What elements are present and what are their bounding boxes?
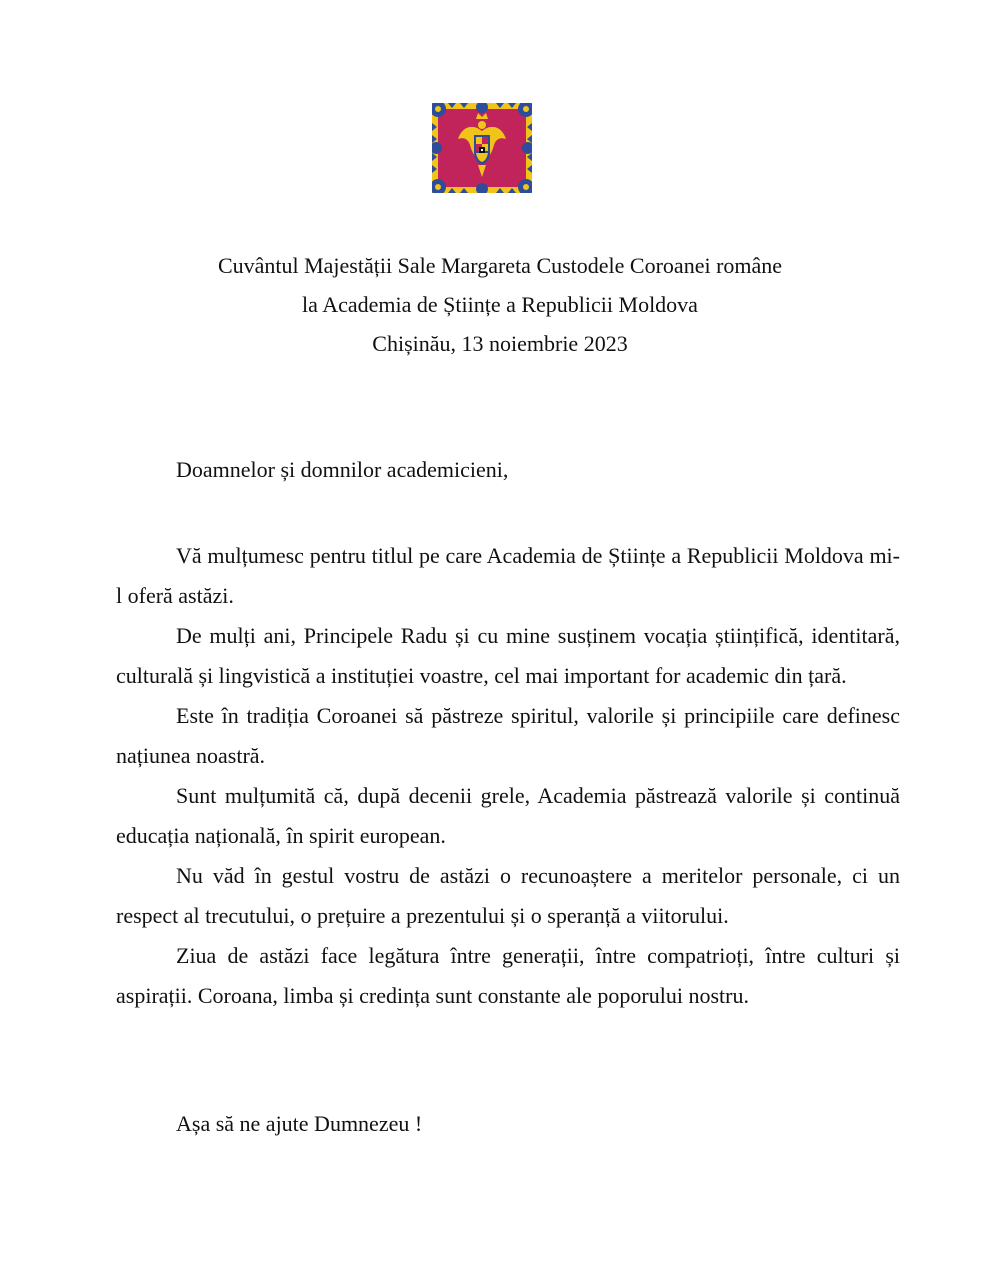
heading-line-2: la Academia de Științe a Republicii Moldova	[302, 292, 698, 317]
paragraph: Ziua de astăzi face legătura între generații, între compatrioți, între culturi și aspirații. Coroana, limba și credința sunt constante ale poporului nostru.	[116, 943, 900, 1008]
paragraph: De mulți ani, Principele Radu și cu mine susținem vocația științifică, identitară, culturală și lingvistică a instituției voastre, cel mai important for academic din țară.	[116, 623, 900, 688]
closing-line: Așa să ne ajute Dumnezeu !	[176, 1111, 423, 1136]
paragraph: Este în tradiția Coroanei să păstreze spiritul, valorile și principiile care definesc națiunea noastră.	[116, 703, 900, 768]
heading-date: Chișinău, 13 noiembrie 2023	[372, 331, 628, 356]
paragraph: Vă mulțumesc pentru titlul pe care Academia de Științe a Republicii Moldova mi-l oferă astăzi.	[116, 543, 900, 608]
salutation: Doamnelor și domnilor academicieni,	[176, 457, 509, 482]
paragraph: Sunt mulțumită că, după decenii grele, Academia păstrează valorile și continuă educația națională, în spirit european.	[116, 783, 900, 848]
paragraph: Nu văd în gestul vostru de astăzi o recunoaștere a meritelor personale, ci un respect al trecutului, o prețuire a prezentului și o speranță a viitorului.	[116, 863, 900, 928]
speech-body	[116, 536, 900, 1016]
royal-coat-of-arms-icon	[432, 103, 532, 193]
heading-line-1: Cuvântul Majestății Sale Margareta Custodele Coroanei române	[217, 253, 783, 278]
